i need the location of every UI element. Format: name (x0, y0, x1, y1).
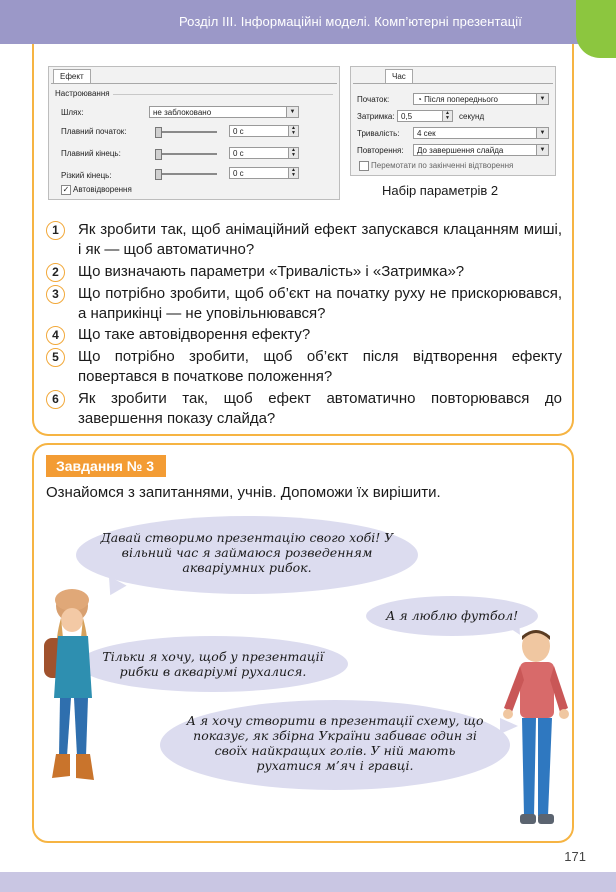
spinner-arrows-icon[interactable]: ▲ ▼ (288, 126, 298, 136)
bubble-text-boy-1: А я люблю футбол! (385, 608, 519, 623)
delay-value: 0,5 (401, 112, 413, 121)
delay-field[interactable] (397, 110, 453, 122)
settings-group-label: Настроювання (55, 89, 110, 98)
question-text: Як зробити так, щоб ефект автоматично повторювався до завершення показу слайда? (78, 390, 562, 427)
timing-tab[interactable]: Час (385, 69, 413, 83)
sharp-end-field[interactable] (229, 167, 299, 179)
task-intro: Ознайомся з запитаннями, учнів. Допоможи їх вирішити. (46, 484, 441, 501)
bubble-text-girl-1: Давай створимо презентацію свого хобі! У вільний час я займаюся розведенням акваріумних рибок. (100, 530, 394, 575)
bubble-text-girl-2: Тільки я хочу, щоб у презентації рибки в акваріумі рухалися. (102, 649, 324, 679)
start-value: Після попереднього (424, 95, 499, 104)
question-text: Що потрібно зробити, щоб об’єкт після відтворення ефекту повертався в початкове положення? (78, 348, 562, 385)
path-label: Шлях: (61, 108, 84, 117)
spinner-arrows-icon[interactable]: ▲ ▼ (442, 111, 452, 121)
question-number: 1 (46, 221, 65, 240)
autoreverse-label: Автовідворення (73, 185, 132, 194)
footer-bar (0, 872, 616, 892)
delay-unit: секунд (459, 112, 485, 121)
duration-value: 4 сек (417, 129, 436, 138)
rewind-checkbox[interactable] (359, 161, 369, 171)
timing-dialog (350, 66, 556, 176)
path-value: не заблоковано (153, 108, 212, 117)
slider-handle[interactable] (155, 149, 162, 160)
repeat-dropdown[interactable] (413, 144, 549, 156)
autoreverse-checkbox[interactable]: ✓ (62, 185, 70, 194)
start-dropdown[interactable] (413, 93, 549, 105)
start-label: Початок: (357, 95, 390, 104)
question-text: Що потрібно зробити, щоб об’єкт на початку руху не прискорювався, а наприкінці — не уповільнювався? (78, 285, 562, 322)
question-number: 6 (46, 390, 65, 409)
question-item (46, 347, 562, 387)
corner-tab (576, 0, 616, 58)
girl-illustration (34, 588, 114, 788)
boy-illustration (498, 626, 574, 836)
repeat-label: Повторення: (357, 146, 404, 155)
slider-handle[interactable] (155, 169, 162, 180)
task-title: Завдання № 3 (46, 455, 166, 477)
question-text: Як зробити так, щоб анімаційний ефект запускався клацанням миші, і як — щоб автоматично? (78, 221, 562, 258)
slider-handle[interactable] (155, 127, 162, 138)
repeat-value: До завершення слайда (417, 146, 504, 155)
question-number: 5 (46, 348, 65, 367)
smooth-start-slider[interactable] (155, 131, 217, 133)
duration-label: Тривалість: (357, 129, 400, 138)
smooth-end-label: Плавний кінець: (61, 149, 121, 158)
chapter-header-bar (0, 0, 580, 44)
sharp-end-slider[interactable] (155, 173, 217, 175)
page-number: 171 (564, 849, 586, 864)
smooth-start-value: 0 с (233, 127, 244, 136)
question-item (46, 389, 562, 429)
question-text: Що визначають параметри «Тривалість» і «Затримка»? (78, 263, 465, 280)
path-dropdown[interactable] (149, 106, 299, 118)
effect-dialog (48, 66, 340, 200)
question-item (46, 220, 562, 260)
question-number: 3 (46, 285, 65, 304)
spinner-arrows-icon[interactable]: ▲ ▼ (288, 168, 298, 178)
chevron-down-icon[interactable]: ▼ (536, 145, 548, 155)
clock-icon: ◔ (417, 95, 422, 104)
smooth-end-field[interactable] (229, 147, 299, 159)
smooth-end-slider[interactable] (155, 153, 217, 155)
rewind-label: Перемотати по закінченні відтворення (371, 161, 514, 170)
smooth-start-field[interactable] (229, 125, 299, 137)
duration-dropdown[interactable] (413, 127, 549, 139)
question-number: 2 (46, 263, 65, 282)
chevron-down-icon[interactable]: ▼ (536, 128, 548, 138)
parameter-set-caption: Набір параметрів 2 (382, 183, 499, 198)
bubble-text-boy-2: А я хочу створити в презентації схему, що показує, як збірна України забиває один зі своїх найкращих голів. У ній мають рухатися м’яч і гравці. (186, 713, 484, 773)
spinner-arrows-icon[interactable]: ▲ ▼ (288, 148, 298, 158)
chapter-title: Розділ ІІІ. Інформаційні моделі. Комп’ютерні презентації (178, 14, 522, 29)
question-text: Що таке автовідворення ефекту? (78, 326, 311, 343)
chevron-down-icon[interactable]: ▼ (286, 107, 298, 117)
question-item (46, 284, 562, 324)
question-item (46, 325, 562, 345)
sharp-end-value: 0 с (233, 169, 244, 178)
chevron-down-icon[interactable]: ▼ (536, 94, 548, 104)
question-number: 4 (46, 326, 65, 345)
delay-label: Затримка: (357, 112, 395, 121)
smooth-start-label: Плавний початок: (61, 127, 127, 136)
smooth-end-value: 0 с (233, 149, 244, 158)
effect-tab[interactable]: Ефект (53, 69, 91, 83)
sharp-end-label: Різкий кінець: (61, 171, 112, 180)
question-item (46, 262, 562, 282)
